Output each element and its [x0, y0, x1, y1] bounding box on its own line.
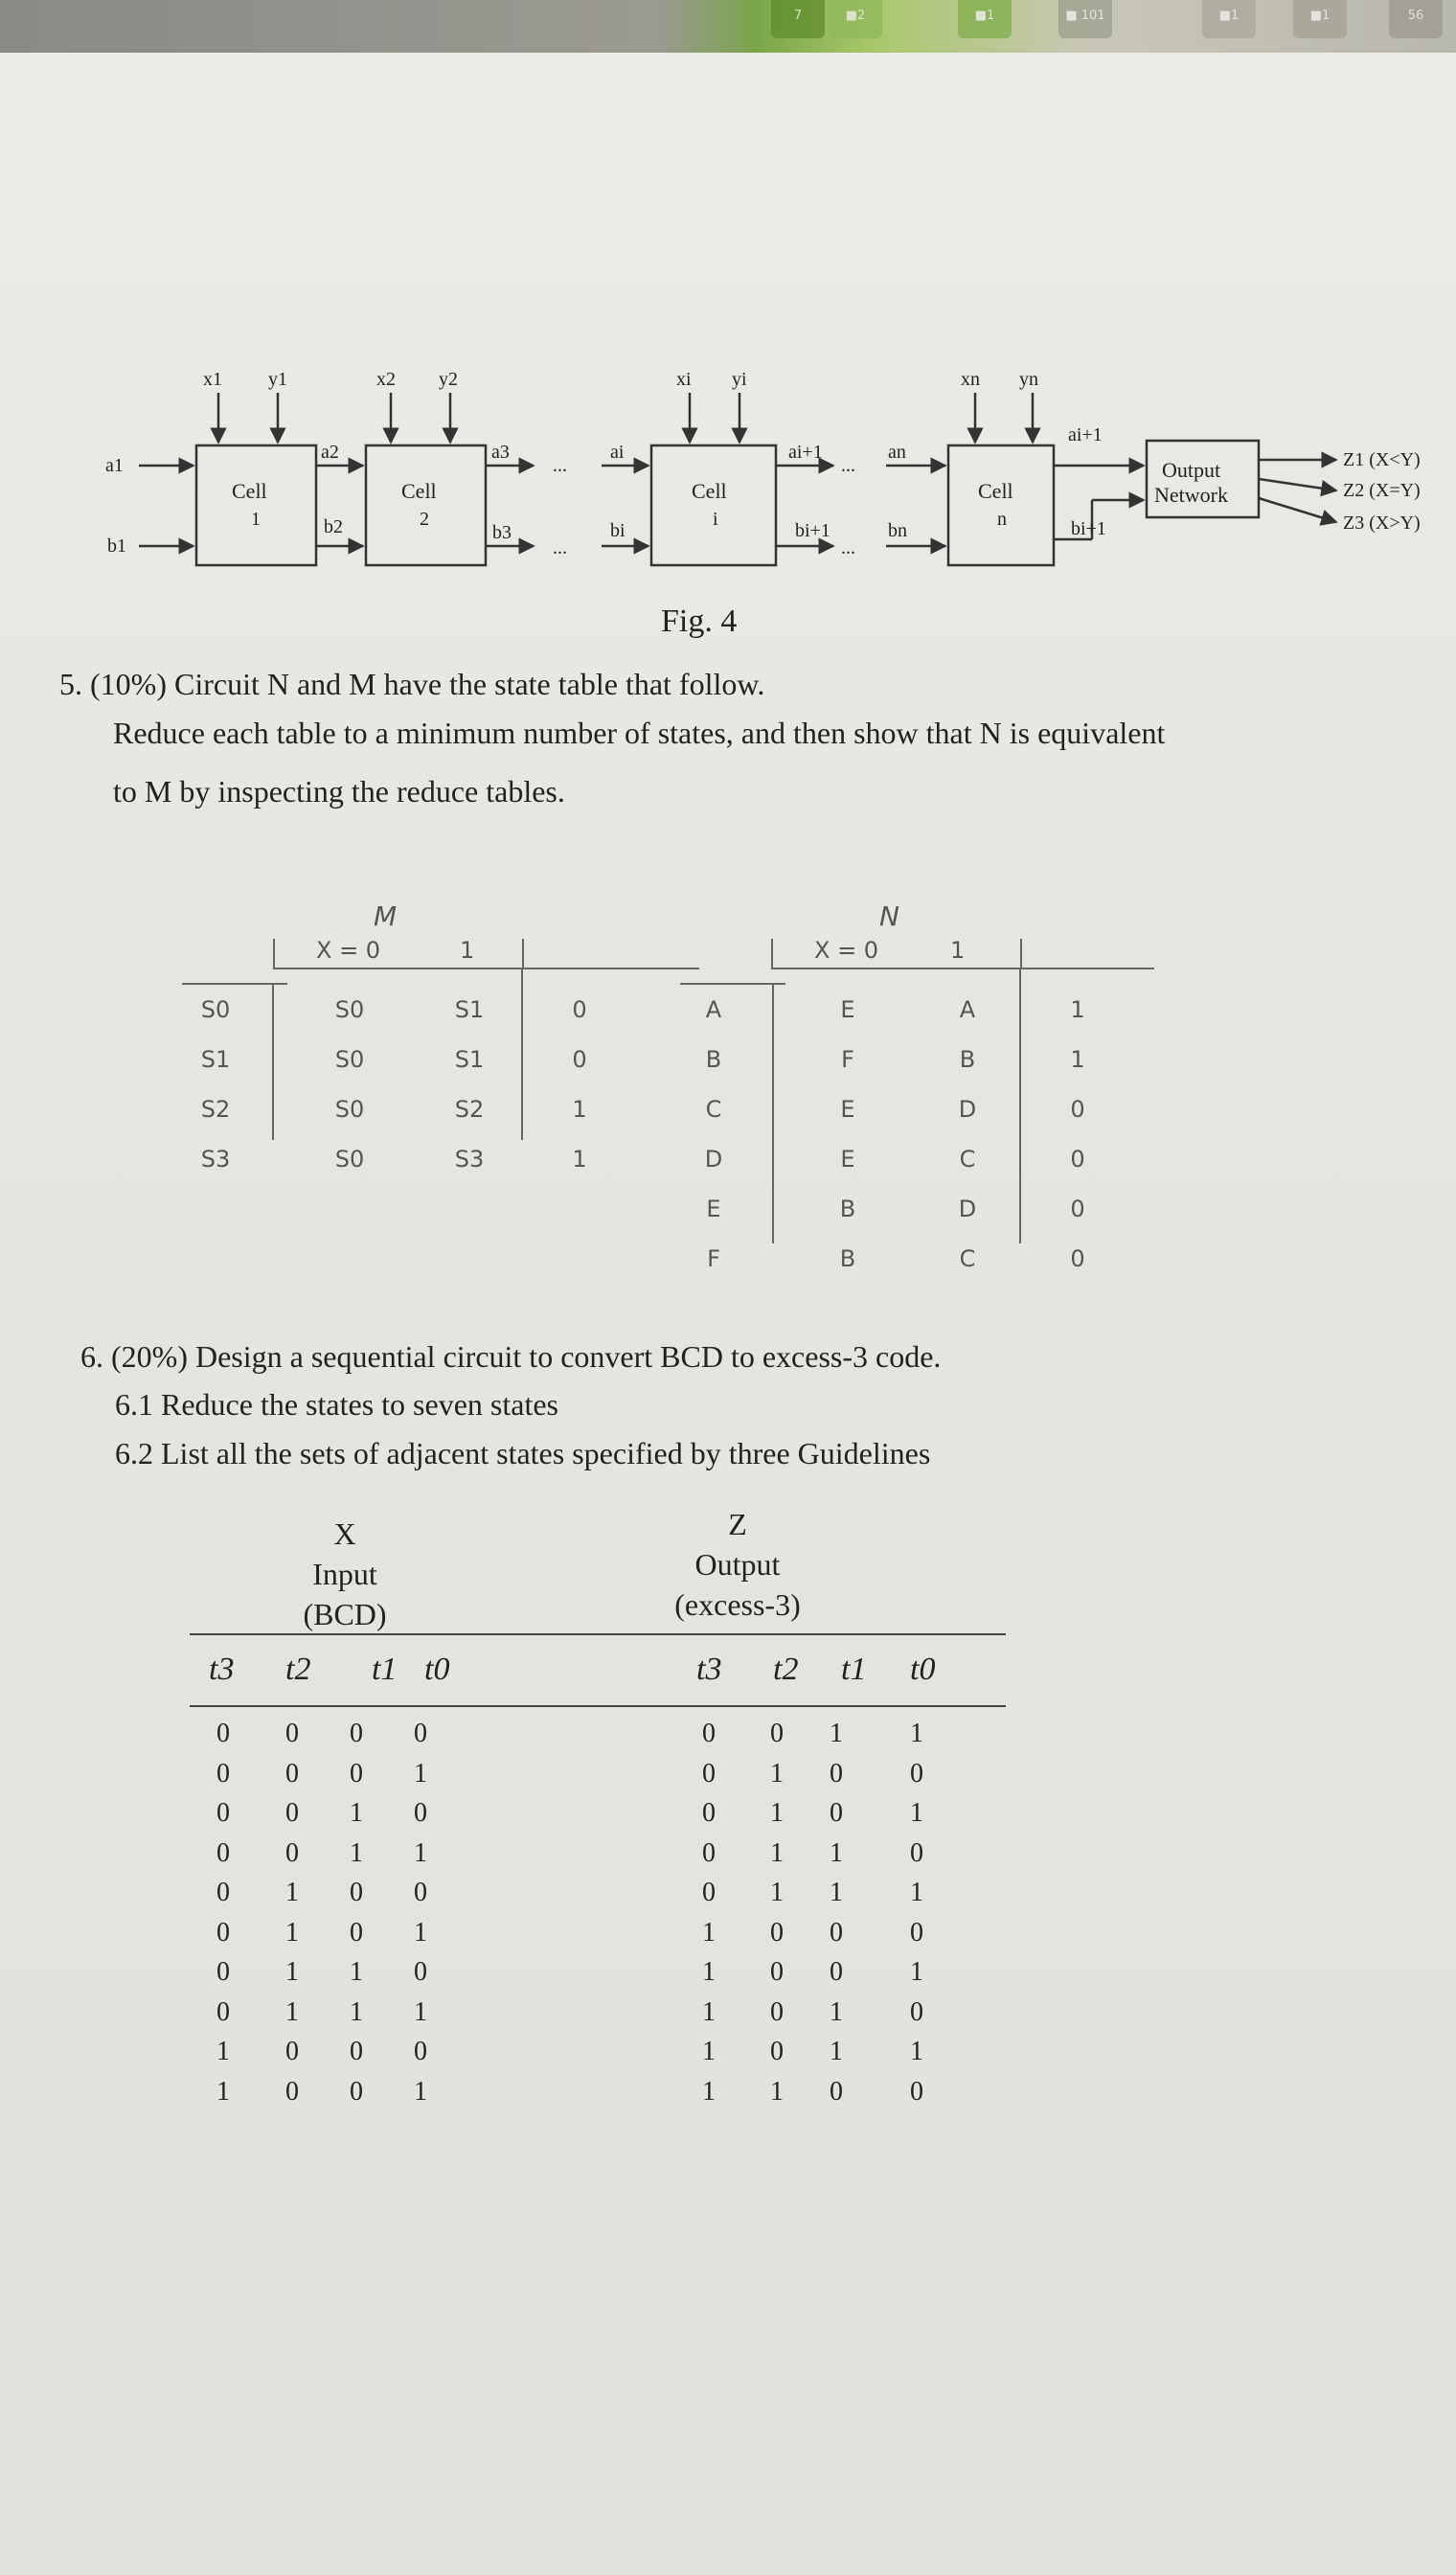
table-top-rule [190, 1633, 1006, 1635]
table-n-cell: E [840, 996, 855, 1023]
output-bit: 1 [702, 1957, 716, 1987]
table-m [172, 900, 623, 1188]
output-bit: 1 [910, 1957, 923, 1987]
output-bit: 0 [910, 1758, 923, 1789]
table-m-cell: S0 [334, 1046, 365, 1073]
cell-index: 1 [251, 509, 261, 530]
top-strip [0, 0, 1456, 57]
table-n-cell: A [705, 996, 722, 1023]
output-col-header: t2 [773, 1652, 799, 1687]
output-col-header: t1 [841, 1652, 867, 1687]
cell-1-box [196, 445, 316, 565]
top-tab: ■ 101 [1058, 0, 1112, 38]
table-m-header-x0: X = 0 [316, 937, 381, 964]
output-bit: 1 [830, 2037, 843, 2066]
input-bit: 1 [414, 1758, 427, 1789]
cell-index: n [997, 509, 1007, 530]
ellipsis: ... [553, 455, 567, 476]
table-n-cell: 1 [1070, 996, 1085, 1023]
ellipsis: ... [553, 537, 567, 558]
input-bit: 1 [285, 1878, 299, 1907]
input-bit: 0 [216, 1758, 230, 1789]
table-n-cell: B [959, 1046, 976, 1073]
output-bit: 0 [770, 2037, 784, 2066]
table-n-header-x1: 1 [950, 937, 966, 964]
q5-line3: to M by inspecting the reduce tables. [113, 774, 565, 809]
input-bit: 0 [350, 2076, 363, 2107]
output-bit: 0 [830, 1758, 843, 1789]
output-bit: 0 [770, 1957, 784, 1987]
output-bit: 1 [702, 1996, 716, 2027]
signal-label: bi [610, 520, 626, 541]
signal-label: ai+1 [1068, 424, 1103, 445]
output-bit: 0 [702, 1798, 716, 1828]
input-bit: 1 [285, 1917, 299, 1948]
cell-label: Cell [978, 479, 1013, 503]
table-n-cell: B [839, 1196, 856, 1222]
output-bit: 1 [770, 1837, 784, 1868]
table-n-cell: C [959, 1146, 976, 1173]
table-m-title: M [374, 900, 398, 932]
input-bit: 0 [216, 1878, 230, 1907]
output-bit: 1 [702, 2076, 716, 2107]
input-label: x2 [376, 369, 396, 390]
table-n-cell: 0 [1070, 1096, 1085, 1123]
output-title [642, 1504, 833, 1625]
input-bit: 0 [350, 1758, 363, 1789]
input-label: yn [1019, 369, 1038, 390]
cell-label: Cell [401, 479, 437, 503]
table-n-cell: F [841, 1046, 854, 1073]
output-bit: 0 [702, 1878, 716, 1907]
output-title-code: (excess-3) [674, 1587, 801, 1622]
table-n-cell: F [707, 1245, 720, 1272]
output-bit: 1 [770, 1798, 784, 1828]
output-bit: 1 [910, 1878, 923, 1907]
table-header-rule [190, 1705, 1006, 1707]
input-bit: 0 [216, 1719, 230, 1748]
input-bit: 0 [216, 1996, 230, 2027]
input-col-header: t2 [285, 1652, 311, 1687]
output-bit: 0 [702, 1837, 716, 1868]
input-bit: 0 [285, 2037, 299, 2066]
output-bit: 1 [830, 1878, 843, 1907]
table-m-cell: S2 [454, 1096, 485, 1123]
top-tab: ■1 [1293, 0, 1347, 38]
input-bit: 0 [216, 1917, 230, 1948]
input-bit: 1 [414, 1917, 427, 1948]
cell-n-box [948, 445, 1054, 565]
table-m-cell: 0 [572, 1046, 587, 1073]
output-bit: 0 [830, 1798, 843, 1828]
table-n-cell: E [840, 1096, 855, 1123]
table-m-cell: S2 [200, 1096, 231, 1123]
table-m-cell: 0 [572, 996, 587, 1023]
input-bit: 1 [285, 1957, 299, 1987]
input-label: x1 [203, 369, 222, 390]
output-bit: 1 [910, 2037, 923, 2066]
output-bit: 1 [702, 2037, 716, 2066]
input-bit: 1 [350, 1957, 363, 1987]
cell-label: Cell [232, 479, 267, 503]
signal-label: a3 [491, 442, 510, 463]
output-bit: 1 [830, 1837, 843, 1868]
output-title-label: Output [694, 1547, 781, 1582]
table-m-cell: S0 [334, 1146, 365, 1173]
top-tab: ■1 [958, 0, 1012, 38]
signal-label: ai+1 [788, 442, 823, 463]
table-n-cell: B [839, 1245, 856, 1272]
q6-line1: 6. (20%) Design a sequential circuit to convert BCD to excess-3 code. [80, 1339, 942, 1374]
table-n [671, 900, 1169, 1303]
table-n-cell: 0 [1070, 1196, 1085, 1222]
table-n-header-x0: X = 0 [814, 937, 879, 964]
signal-label: b2 [324, 516, 343, 537]
output-label: Z1 (X<Y) [1343, 449, 1421, 470]
signal-label: bi+1 [1071, 518, 1106, 539]
output-bit: 0 [830, 1957, 843, 1987]
input-label: yi [732, 369, 747, 390]
input-bit: 0 [285, 1758, 299, 1789]
q6-line3: 6.2 List all the sets of adjacent states specified by three Guidelines [115, 1436, 931, 1470]
input-bit: 1 [414, 1996, 427, 2027]
input-bit: 1 [216, 2076, 230, 2107]
cell-label: Cell [692, 479, 727, 503]
table-n-cell: 0 [1070, 1245, 1085, 1272]
table-n-cell: D [704, 1146, 723, 1173]
table-m-cell: S1 [454, 996, 485, 1023]
table-n-title: N [879, 900, 899, 932]
table-m-cell: S0 [200, 996, 231, 1023]
signal-label: an [888, 442, 906, 463]
input-bit: 0 [350, 2037, 363, 2066]
input-label: y1 [268, 369, 287, 390]
input-bit: 0 [414, 1798, 427, 1828]
table-m-cell: S3 [454, 1146, 485, 1173]
output-bit: 0 [770, 1996, 784, 2027]
input-bit: 1 [350, 1996, 363, 2027]
output-bit: 0 [702, 1719, 716, 1748]
top-tab: ■2 [829, 0, 882, 38]
input-bit: 1 [414, 1837, 427, 1868]
table-m-cell: 1 [572, 1096, 587, 1123]
output-bit: 0 [910, 2076, 923, 2107]
input-col-header: t1 [372, 1652, 398, 1687]
cell-index: 2 [420, 509, 429, 530]
input-bit: 0 [285, 1837, 299, 1868]
output-bit: 0 [910, 1837, 923, 1868]
table-m-cell: S3 [200, 1146, 231, 1173]
cell-2-box [366, 445, 486, 565]
input-bit: 1 [350, 1837, 363, 1868]
input-bit: 0 [414, 2037, 427, 2066]
input-bit: 0 [414, 1957, 427, 1987]
table-n-cell: 1 [1070, 1046, 1085, 1073]
cell-index: i [713, 509, 718, 530]
table-m-cell: S0 [334, 1096, 365, 1123]
table-m-cell: S1 [200, 1046, 231, 1073]
table-n-cell: C [959, 1245, 976, 1272]
output-bit: 0 [910, 1996, 923, 2027]
input-title-label: Input [312, 1557, 377, 1591]
input-bit: 1 [216, 2037, 230, 2066]
input-bit: 0 [216, 1798, 230, 1828]
input-col-header: t3 [209, 1652, 235, 1687]
q6-line2: 6.1 Reduce the states to seven states [115, 1387, 558, 1422]
output-bit: 1 [702, 1917, 716, 1948]
q5-line2: Reduce each table to a minimum number of states, and then show that N is equivalent [113, 716, 1166, 750]
output-label: Z2 (X=Y) [1343, 480, 1421, 501]
table-n-cell: 0 [1070, 1146, 1085, 1173]
output-network-label: Output [1162, 458, 1221, 482]
table-n-cell: C [705, 1096, 722, 1123]
signal-label: ai [610, 442, 625, 463]
input-bit: 0 [216, 1837, 230, 1868]
top-tab: 7 [771, 0, 825, 38]
signal-label: bn [888, 520, 907, 541]
input-bit: 0 [414, 1719, 427, 1748]
cell-i-box [651, 445, 776, 565]
table-n-cell: D [958, 1096, 977, 1123]
table-m-cell: S1 [454, 1046, 485, 1073]
output-network-label: Network [1154, 483, 1228, 507]
input-bit: 1 [350, 1798, 363, 1828]
input-title-x: X [333, 1516, 356, 1551]
input-bit: 1 [285, 1996, 299, 2027]
table-m-header-x1: 1 [460, 937, 475, 964]
input-title [278, 1514, 412, 1634]
fig-caption: Fig. 4 [661, 604, 738, 639]
output-bit: 1 [830, 1719, 843, 1748]
input-label: xi [676, 369, 692, 390]
signal-label: a2 [321, 442, 339, 463]
output-title-z: Z [728, 1507, 747, 1541]
table-m-cell: S0 [334, 996, 365, 1023]
output-label: Z3 (X>Y) [1343, 513, 1421, 534]
output-bit: 0 [770, 1719, 784, 1748]
input-col-header: t0 [424, 1652, 450, 1687]
output-bit: 0 [910, 1917, 923, 1948]
input-bit: 0 [285, 2076, 299, 2107]
input-bit: 0 [216, 1957, 230, 1987]
q5-line1: 5. (10%) Circuit N and M have the state table that follow. [59, 667, 765, 701]
output-bit: 0 [702, 1758, 716, 1789]
output-col-header: t0 [910, 1652, 936, 1687]
output-bit: 1 [910, 1719, 923, 1748]
input-bit: 0 [285, 1798, 299, 1828]
input-bit: 0 [350, 1917, 363, 1948]
table-n-cell: A [959, 996, 976, 1023]
signal-label: a1 [105, 455, 124, 476]
input-label: xn [961, 369, 980, 390]
signal-label: b1 [107, 536, 126, 557]
top-tab: ■1 [1202, 0, 1256, 38]
output-col-header: t3 [696, 1652, 722, 1687]
input-label: y2 [439, 369, 458, 390]
output-bit: 0 [830, 1917, 843, 1948]
ellipsis: ... [841, 455, 855, 476]
ellipsis: ... [841, 537, 855, 558]
input-bit: 0 [285, 1719, 299, 1748]
top-tab: 56 [1389, 0, 1443, 38]
output-bit: 0 [770, 1917, 784, 1948]
table-n-cell: B [705, 1046, 722, 1073]
input-bit: 0 [350, 1878, 363, 1907]
input-title-code: (BCD) [303, 1597, 387, 1631]
output-bit: 0 [830, 2076, 843, 2107]
table-n-cell: E [840, 1146, 855, 1173]
table-m-cell: 1 [572, 1146, 587, 1173]
output-bit: 1 [770, 1758, 784, 1789]
signal-label: b3 [492, 522, 512, 543]
table-n-cell: D [958, 1196, 977, 1222]
input-bit: 0 [350, 1719, 363, 1748]
output-bit: 1 [770, 2076, 784, 2107]
fig4-diagram [0, 345, 1456, 594]
input-bit: 0 [414, 1878, 427, 1907]
table-n-cell: E [706, 1196, 721, 1222]
signal-label: bi+1 [795, 520, 830, 541]
output-bit: 1 [770, 1878, 784, 1907]
output-bit: 1 [830, 1996, 843, 2027]
output-bit: 1 [910, 1798, 923, 1828]
input-bit: 1 [414, 2076, 427, 2107]
